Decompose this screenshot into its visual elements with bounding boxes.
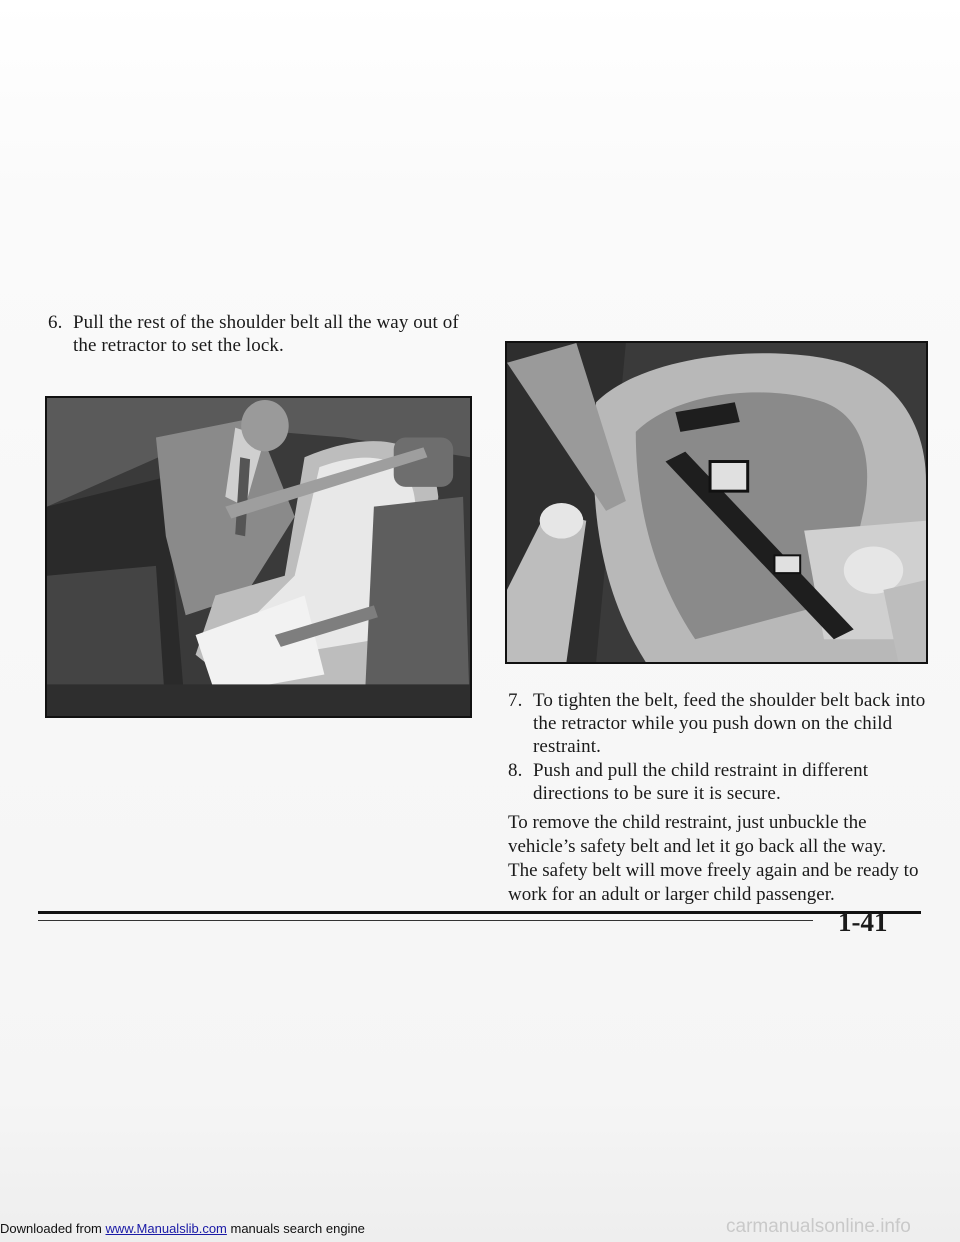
paragraph-belt-ready: The safety belt will move freely again and be ready to work for an adult or larger child passenger. bbox=[508, 860, 919, 905]
footer-suffix: manuals search engine bbox=[226, 1221, 365, 1236]
footer-prefix: Downloaded from bbox=[0, 1221, 106, 1236]
illustration-tighten-belt bbox=[505, 341, 928, 664]
step-7-text: To tighten the belt, feed the shoulder belt back into the retractor while you push down on the child restraint. bbox=[533, 690, 926, 757]
step-6-text: Pull the rest of the shoulder belt all the way out of the retractor to set the lock. bbox=[73, 312, 459, 356]
page-number: 1-41 bbox=[838, 907, 888, 937]
download-footer bbox=[0, 1221, 365, 1236]
manualslib-link[interactable]: www.Manualslib.com bbox=[105, 1221, 227, 1236]
illustration-pull-shoulder-belt bbox=[45, 396, 472, 718]
watermark: carmanualsonline.info bbox=[726, 1216, 911, 1237]
step-6-number: 6. bbox=[48, 312, 63, 333]
step-8-text: Push and pull the child restraint in different directions to be sure it is secure. bbox=[533, 760, 869, 804]
step-7-number: 7. bbox=[508, 690, 523, 711]
step-8-number: 8. bbox=[508, 760, 523, 781]
paragraph-remove-restraint: To remove the child restraint, just unbuckle the vehicle’s safety belt and let it go back all the way. bbox=[508, 812, 887, 857]
illustration-right-drawing bbox=[507, 343, 926, 662]
illustration-left-drawing bbox=[47, 398, 470, 716]
footer-rule-thick bbox=[38, 911, 921, 914]
footer-rule-thin bbox=[38, 920, 813, 921]
